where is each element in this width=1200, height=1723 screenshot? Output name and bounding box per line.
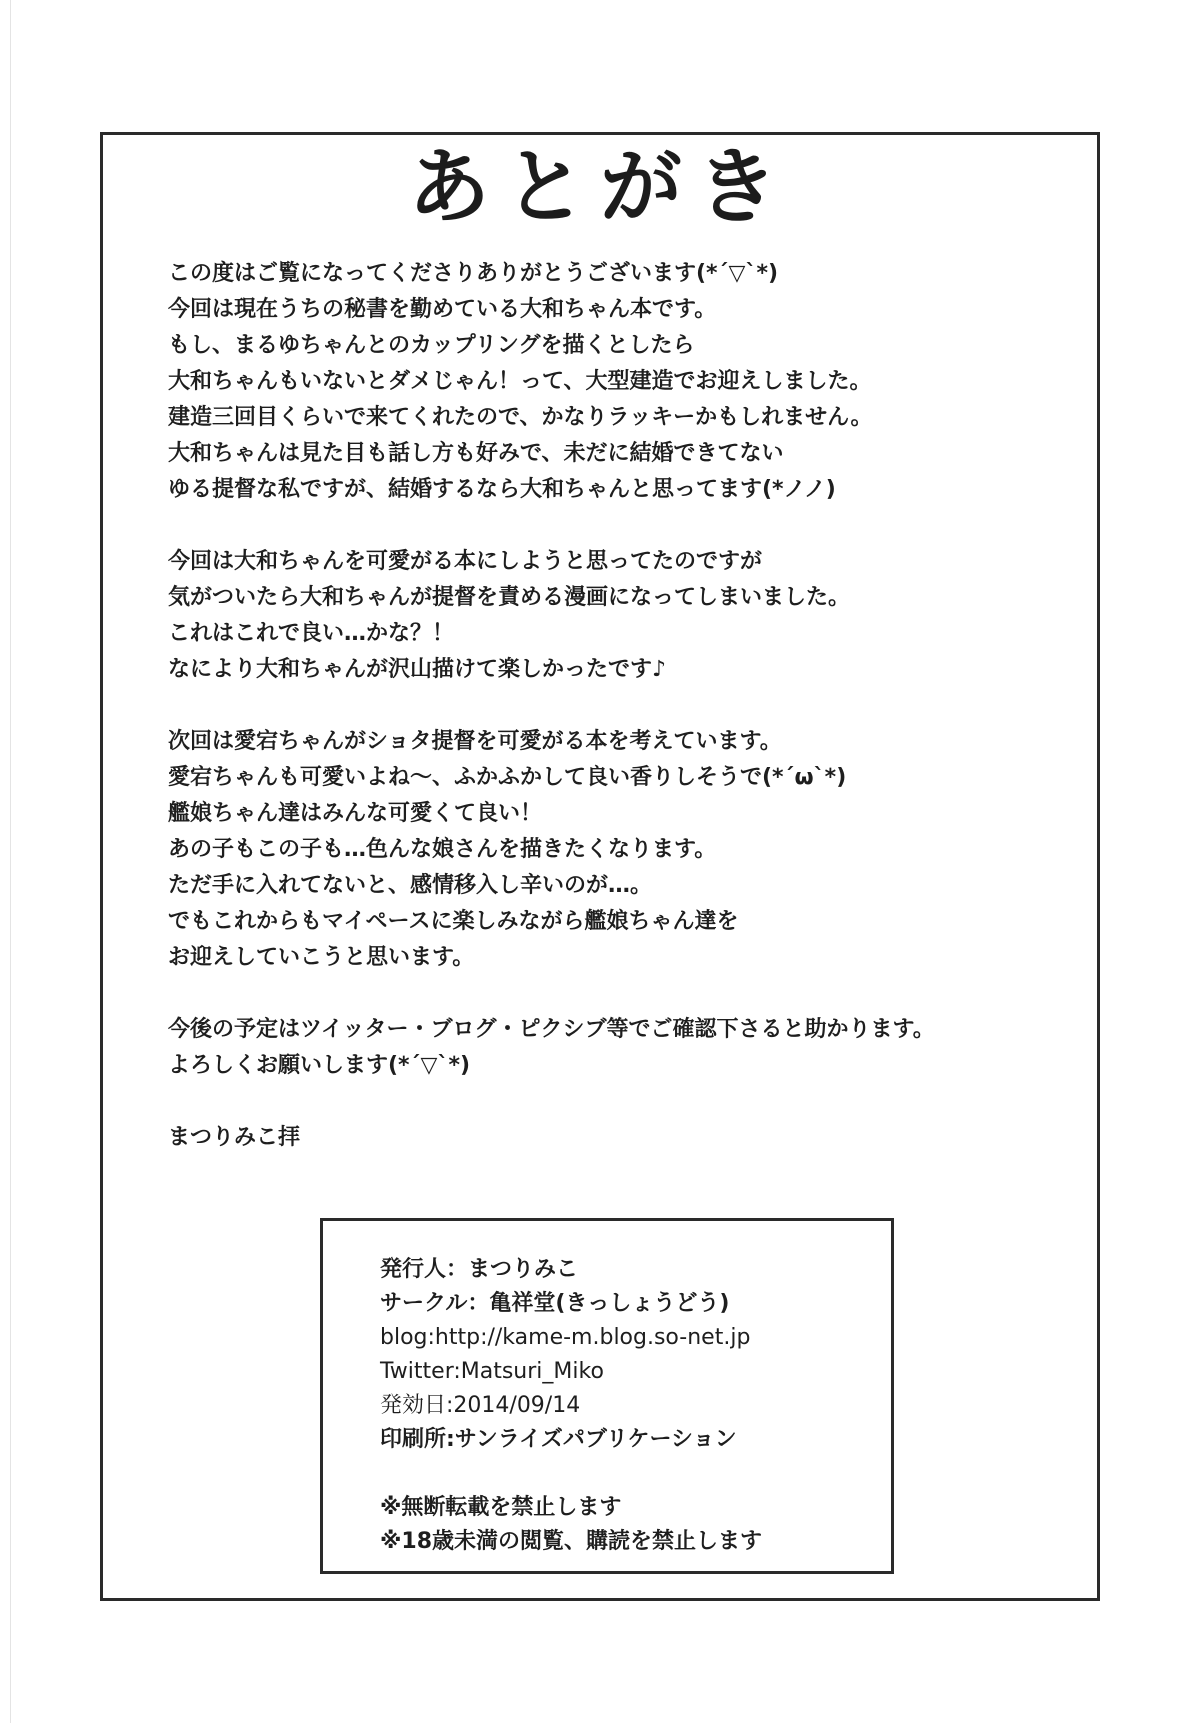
text-line: もし、まるゆちゃんとのカップリングを描くとしたら [168, 333, 695, 358]
text-line: 艦娘ちゃん達はみんな可愛くて良い！ [168, 801, 543, 826]
colophon-publisher: 発行人：まつりみこ [380, 1257, 579, 1282]
colophon-blog: blog:http://kame-m.blog.so-net.jp [380, 1325, 751, 1350]
page-edge-line [10, 0, 11, 1723]
colophon-printer: 印刷所:サンライズパブリケーション [380, 1427, 737, 1452]
afterword-paragraph-4 [168, 1012, 1068, 1084]
text-line: ただ手に入れてないと、感情移入し辛いのが…。 [168, 873, 653, 898]
colophon-date: 発効日:2014/09/14 [380, 1393, 581, 1418]
signature-line: まつりみこ拝 [168, 1125, 301, 1150]
text-line: よろしくお願いします(*´▽`*) [168, 1053, 471, 1078]
colophon-note: ※無断転載を禁止します [380, 1495, 622, 1520]
afterword-paragraph-1 [168, 256, 1068, 508]
text-line: 愛宕ちゃんも可愛いよね～、ふかふかして良い香りしそうで(*´ω`*) [168, 765, 847, 790]
colophon-circle: サークル：亀祥堂(きっしょうどう) [380, 1291, 730, 1316]
afterword-signature [168, 1120, 1068, 1156]
colophon-spacer [380, 1457, 880, 1491]
text-line: 今回は現在うちの秘書を勤めている大和ちゃん本です。 [168, 297, 717, 322]
text-line: あの子もこの子も…色んな娘さんを描きたくなります。 [168, 837, 717, 862]
colophon-notes [380, 1491, 880, 1559]
page-title: あとがき [407, 140, 792, 235]
afterword-body [168, 256, 1068, 1156]
text-line: 気がついたら大和ちゃんが提督を責める漫画になってしまいました。 [168, 585, 851, 610]
text-line: でもこれからもマイペースに楽しみながら艦娘ちゃん達を [168, 909, 739, 934]
text-line: ゆる提督な私ですが、結婚するなら大和ちゃんと思ってます(*ノノ) [168, 477, 836, 502]
text-line: なにより大和ちゃんが沢山描けて楽しかったです♪ [168, 657, 667, 682]
text-line: これはこれで良い…かな？！ [168, 621, 455, 646]
text-line: 大和ちゃんもいないとダメじゃん！って、大型建造でお迎えしました。 [168, 369, 872, 394]
colophon-twitter: Twitter:Matsuri_Miko [380, 1359, 604, 1384]
text-line: 次回は愛宕ちゃんがショタ提督を可愛がる本を考えています。 [168, 729, 782, 754]
text-line: 建造三回目くらいで来てくれたので、かなりラッキーかもしれません。 [168, 405, 873, 430]
afterword-paragraph-3 [168, 724, 1068, 976]
text-line: 大和ちゃんは見た目も話し方も好みで、未だに結婚できてない [168, 441, 784, 466]
text-line: この度はご覧になってくださりありがとうございます(*´▽`*) [168, 261, 779, 286]
text-line: お迎えしていこうと思います。 [168, 945, 475, 970]
colophon-note: ※18歳未満の閲覧、購読を禁止します [380, 1529, 763, 1554]
afterword-paragraph-2 [168, 544, 1068, 688]
colophon [380, 1253, 880, 1559]
text-line: 今後の予定はツイッター・ブログ・ピクシブ等でご確認下さると助かります。 [168, 1017, 935, 1042]
text-line: 今回は大和ちゃんを可愛がる本にしようと思ってたのですが [168, 549, 763, 574]
